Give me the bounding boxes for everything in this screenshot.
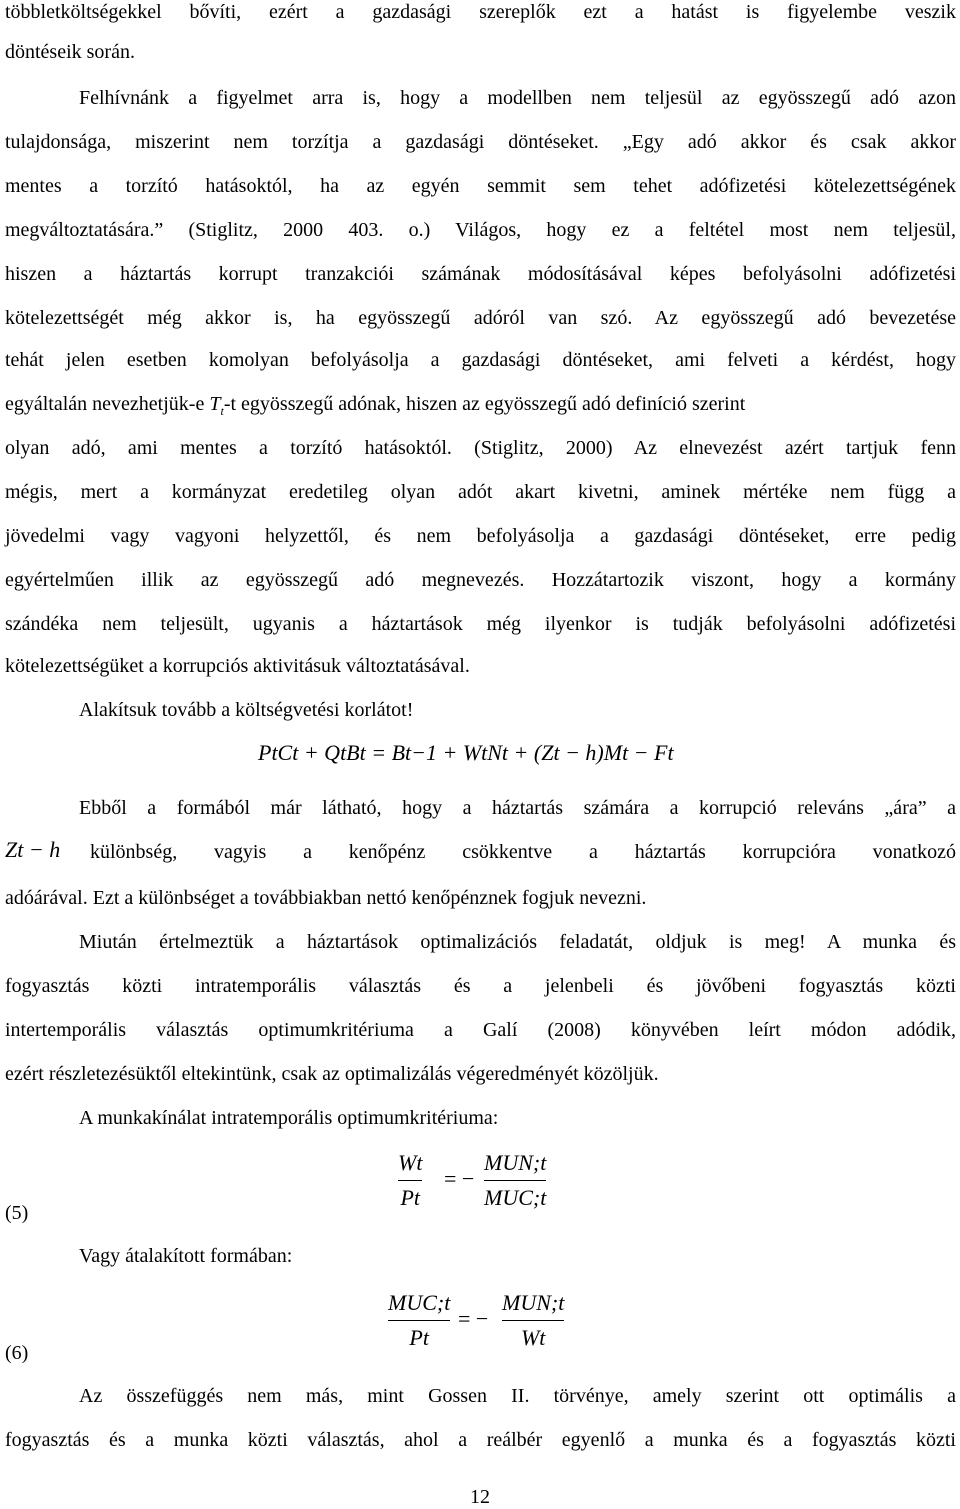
text-line: hiszen a háztartás korrupt tranzakciói számának módosításával képes befolyásolni adófizetési <box>5 263 956 285</box>
equation-number-5: (5) <box>5 1202 29 1224</box>
variable-T: T <box>209 393 221 415</box>
fraction-numerator: MUN;t <box>484 1150 547 1175</box>
eq6-right-fraction <box>502 1290 564 1351</box>
fraction-denominator: Wt <box>520 1325 546 1350</box>
fraction-numerator: Wt <box>398 1150 423 1175</box>
equals-minus-sign: = − <box>458 1306 489 1331</box>
text-segment: egyáltalán nevezhetjük-e <box>5 393 210 415</box>
text-line: fogyasztás közti intratemporális választás és a jelenbeli és jövőbeni fogyasztás közti <box>5 975 956 997</box>
text-line: döntéseik során. <box>5 41 135 63</box>
eq6-left-fraction <box>388 1290 450 1351</box>
text-segment: -t egyösszegű adónak, hiszen az egyösszegű adó definíció szerint <box>223 393 746 415</box>
page-number: 12 <box>470 1486 490 1508</box>
fraction-numerator: MUN;t <box>502 1290 565 1315</box>
fraction-bar <box>502 1320 564 1321</box>
fraction-denominator: Pt <box>409 1325 429 1350</box>
fraction-bar <box>388 1320 450 1321</box>
fraction-numerator: MUC;t <box>388 1290 451 1315</box>
text-line-with-variable <box>5 392 956 418</box>
budget-equation: PtCt + QtBt = Bt−1 + WtNt + (Zt − h)Mt − Ft <box>258 740 674 765</box>
equation-number-6: (6) <box>5 1342 29 1364</box>
text-line: Ebből a formából már látható, hogy a háztartás számára a korrupció releváns „ára” a <box>79 797 956 819</box>
text-line: Felhívnánk a figyelmet arra is, hogy a modellben nem teljesül az egyösszegű adó azon <box>79 87 956 109</box>
text-line: megváltoztatására.” (Stiglitz, 2000 403. o.) Világos, hogy ez a feltétel most nem teljesül, <box>5 219 956 241</box>
text-line: olyan adó, ami mentes a torzító hatásoktól. (Stiglitz, 2000) Az elnevezést azért tartjuk fenn <box>5 437 956 459</box>
fraction-bar <box>398 1180 422 1181</box>
text-line: tulajdonsága, miszerint nem torzítja a gazdasági döntéseket. „Egy adó akkor és csak akkor <box>5 131 956 153</box>
fraction-bar <box>484 1180 546 1181</box>
eq5-intro: A munkakínálat intratemporális optimumkritériuma: <box>79 1107 499 1129</box>
text-line: adóárával. Ezt a különbséget a továbbiakban nettó kenőpénznek fogjuk nevezni. <box>5 887 647 909</box>
text-line: Miután értelmeztük a háztartások optimalizációs feladatát, oldjuk is meg! A munka és <box>79 931 956 953</box>
text-line: ezért részletezésüktől eltekintünk, csak az optimalizálás végeredményét közöljük. <box>5 1063 659 1085</box>
fraction-denominator: Pt <box>400 1185 420 1210</box>
text-line: szándéka nem teljesült, ugyanis a háztartások még ilyenkor is tudják befolyásolni adófizetési <box>5 613 956 635</box>
text-line: fogyasztás és a munka közti választás, ahol a reálbér egyenlő a munka és a fogyasztás közti <box>5 1429 956 1451</box>
text-line: mégis, mert a kormányzat eredetileg olyan adót akart kivetni, aminek mértéke nem függ a <box>5 481 956 503</box>
fraction-denominator: MUC;t <box>484 1185 547 1210</box>
text-line: különbség, vagyis a kenőpénz csökkentve a háztartás korrupcióra vonatkozó <box>90 841 956 863</box>
net-bribe-expression: Zt − h <box>5 837 61 862</box>
text-line: intertemporális választás optimumkritériuma a Galí (2008) könyvében leírt módon adódik, <box>5 1019 956 1041</box>
text-line: mentes a torzító hatásoktól, ha az egyén semmit sem tehet adófizetési kötelezettségének <box>5 175 956 197</box>
eq5-right-fraction <box>484 1150 546 1211</box>
text-line: egyértelműen illik az egyösszegű adó megnevezés. Hozzátartozik viszont, hogy a kormány <box>5 569 956 591</box>
eq5-left-fraction <box>398 1150 422 1211</box>
eq6-intro: Vagy átalakított formában: <box>79 1245 293 1267</box>
equals-minus-sign: = − <box>444 1166 475 1191</box>
budget-intro: Alakítsuk tovább a költségvetési korlátot! <box>79 699 414 721</box>
subscript-t: t <box>220 404 224 418</box>
text-line: kötelezettségét még akkor is, ha egyösszegű adóról van szó. Az egyösszegű adó bevezetése <box>5 307 956 329</box>
text-line: kötelezettségüket a korrupciós aktivitásuk változtatásával. <box>5 655 470 677</box>
text-line: tehát jelen esetben komolyan befolyásolja a gazdasági döntéseket, ami felveti a kérdést, hogy <box>5 349 956 371</box>
text-line: Az összefüggés nem más, mint Gossen II. törvénye, amely szerint ott optimális a <box>79 1385 956 1407</box>
text-line: jövedelmi vagy vagyoni helyzettől, és nem befolyásolja a gazdasági döntéseket, erre pedig <box>5 525 956 547</box>
text-line: többletköltségekkel bővíti, ezért a gazdasági szereplők ezt a hatást is figyelembe veszik <box>5 1 956 23</box>
